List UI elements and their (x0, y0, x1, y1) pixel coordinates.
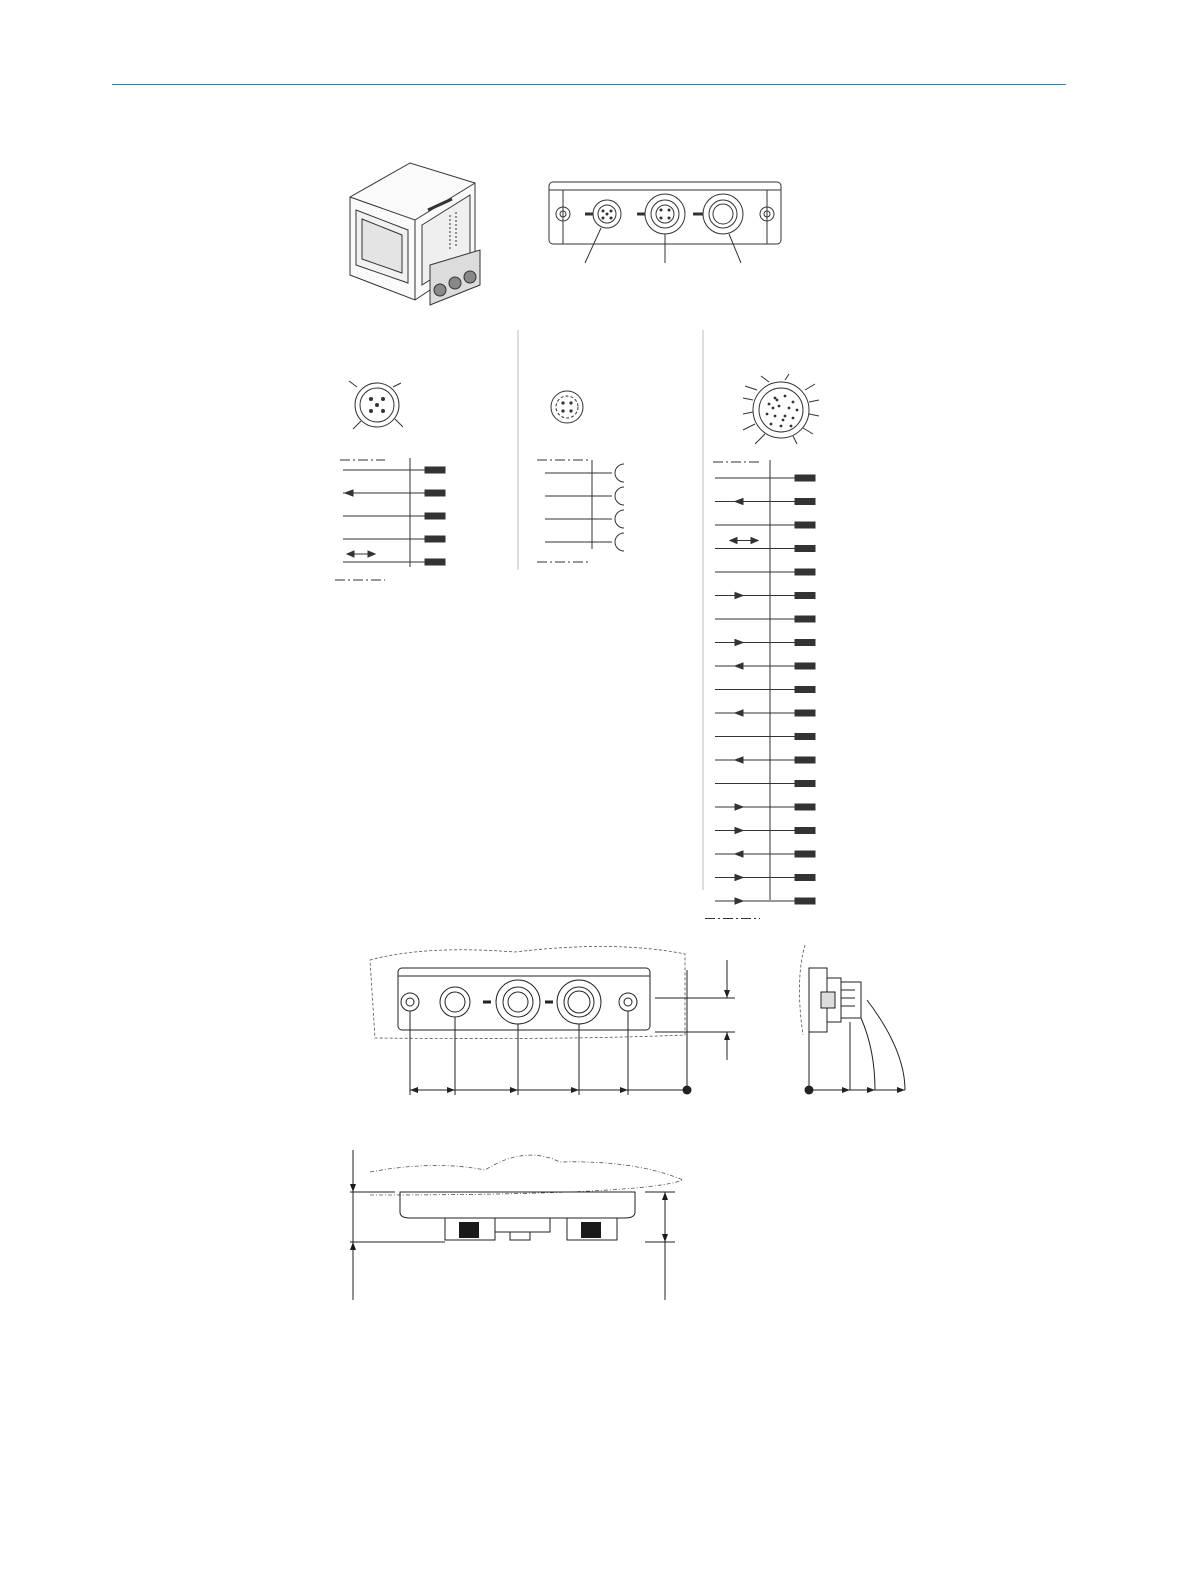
pinout-ethernet-diagram (535, 385, 635, 570)
pin-dot (768, 403, 771, 406)
pin-dot (784, 415, 787, 418)
pin-dot (784, 395, 787, 398)
pin-terminal (425, 513, 445, 519)
pin-terminal (795, 546, 815, 552)
pin-terminal (795, 593, 815, 599)
pin-terminal (795, 522, 815, 528)
pin-dot (772, 407, 775, 410)
pin-terminal (795, 757, 815, 763)
pin-socket (615, 464, 624, 482)
pin-socket (615, 510, 624, 528)
dimension-top-drawing (345, 1140, 685, 1305)
signal-arrow-out (735, 663, 743, 669)
signal-arrow-out (735, 757, 743, 763)
pin-terminal (795, 875, 815, 881)
pin-terminal (795, 804, 815, 810)
pin-terminal (425, 536, 445, 542)
dimension-front-drawing (365, 940, 740, 1105)
pin-terminal (795, 475, 815, 481)
pin-terminal (795, 828, 815, 834)
pin-terminal (795, 781, 815, 787)
signal-arrow-in (735, 640, 743, 646)
pin-dot (776, 399, 779, 402)
pin-terminal (795, 851, 815, 857)
pin-terminal (795, 663, 815, 669)
pin-terminal (425, 490, 445, 496)
pin-terminal (795, 687, 815, 693)
signal-arrow-out (345, 490, 353, 496)
pin-dot (792, 401, 795, 404)
pin-socket (615, 487, 624, 505)
dimension-side-drawing (775, 940, 915, 1105)
pin-dot (788, 407, 791, 410)
signal-arrow-in (735, 828, 743, 834)
signal-arrow-out (735, 710, 743, 716)
pin-terminal (795, 569, 815, 575)
pin-terminal (795, 710, 815, 716)
signal-arrow-in (735, 898, 743, 904)
pinout-power-diagram (335, 375, 445, 585)
pin-dot (770, 423, 773, 426)
pin-dot (778, 405, 781, 408)
device-isometric-icon (330, 155, 490, 315)
pin-terminal (795, 734, 815, 740)
pin-terminal (425, 467, 445, 473)
pin-terminal (795, 640, 815, 646)
pin-terminal (425, 559, 445, 565)
signal-arrow-in (735, 875, 743, 881)
pin-terminal (795, 499, 815, 505)
header-rule (112, 84, 1066, 85)
signal-arrow-out (735, 851, 743, 857)
pin-dot (782, 419, 785, 422)
pin-dot (792, 417, 795, 420)
signal-arrow-in (735, 804, 743, 810)
pin-dot (774, 397, 777, 400)
column-divider (516, 330, 520, 570)
pin-dot (766, 413, 769, 416)
signal-arrow-in (735, 593, 743, 599)
pin-terminal (795, 616, 815, 622)
connector-panel-icon (545, 178, 785, 268)
pinout-io-diagram (705, 370, 825, 875)
pin-dot (780, 425, 783, 428)
pin-terminal (795, 898, 815, 904)
pin-dot (790, 425, 793, 428)
pin-dot (796, 409, 799, 412)
pin-socket (615, 533, 624, 551)
signal-arrow-out (735, 499, 743, 505)
pin-dot (774, 415, 777, 418)
